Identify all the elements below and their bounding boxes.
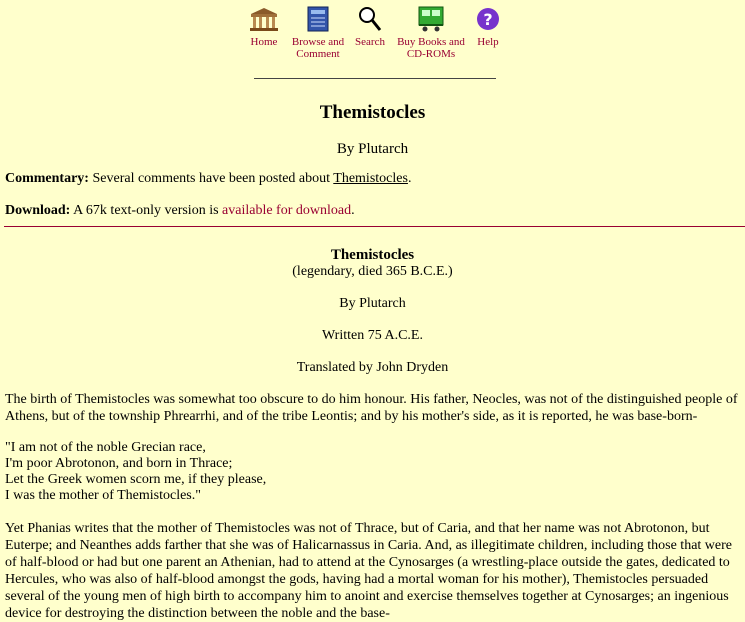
nav-home[interactable] bbox=[246, 6, 282, 48]
nav-buy-label-line1: Buy Books and bbox=[397, 36, 465, 48]
page-byline: By Plutarch bbox=[336, 141, 409, 157]
work-translator: Translated by John Dryden bbox=[296, 360, 449, 375]
nav-browse[interactable] bbox=[290, 6, 346, 60]
work-author: By Plutarch bbox=[339, 296, 406, 311]
help-icon[interactable] bbox=[474, 6, 502, 32]
nav-buy-label-line2: CD-ROMs bbox=[406, 48, 456, 60]
download-text: A 67k text-only version is bbox=[73, 203, 219, 218]
commentary-link[interactable]: Themistocles bbox=[333, 171, 408, 186]
body-paragraph-2: Yet Phanias writes that the mother of Themistocles was not of Thrace, but of Caria, and that her name was not Abrotonon, but Euterpe; and Neanthes adds farther that she was of Halicarnassus in Caria. And, as illegitimate children, including those that were of half-blood or had but one parent an Athenian, had to attend at the Cynosarges (a wrestling-place outside the gates, dedicated to Hercules, who was also of half-blood amongst the gods, having had a mortal woman for his mother), Themistocles persuaded several of the young men of high birth to accompany him to anoint and exercise themselves together at Cynosarges; an ingenious device for destroying the distinction between the noble and the base- bbox=[5, 521, 732, 621]
magnifier-icon[interactable] bbox=[356, 6, 384, 32]
page-title: Themistocles bbox=[319, 102, 426, 123]
work-written: Written 75 A.C.E. bbox=[322, 328, 423, 343]
commentary-period: . bbox=[407, 171, 412, 186]
commentary-label: Commentary: bbox=[5, 171, 89, 186]
nav-help-label: Help bbox=[477, 36, 499, 48]
poem-line: I'm poor Abrotonon, and born in Thrace; bbox=[5, 456, 233, 471]
download-period: . bbox=[351, 203, 355, 218]
nav-search[interactable] bbox=[352, 6, 388, 48]
section-divider bbox=[4, 226, 745, 227]
svg-text:?: ? bbox=[483, 10, 493, 29]
book-icon[interactable] bbox=[304, 6, 332, 32]
commentary-line bbox=[5, 171, 411, 187]
shopping-cart-icon[interactable] bbox=[417, 6, 445, 32]
nav-search-label: Search bbox=[355, 36, 385, 48]
work-dates: (legendary, died 365 B.C.E.) bbox=[292, 264, 453, 279]
nav-home-label: Home bbox=[250, 36, 278, 48]
temple-icon[interactable] bbox=[250, 6, 278, 32]
poem-line: "I am not of the noble Grecian race, bbox=[5, 440, 206, 455]
download-link[interactable]: available for download bbox=[222, 203, 352, 218]
poem bbox=[5, 440, 266, 504]
download-line bbox=[5, 203, 355, 219]
body-paragraph-1: The birth of Themistocles was somewhat too obscure to do him honour. His father, Neocles, was not of the distinguished people of Athens, but of the township Phrearrhi, and of the tribe Leontis; and by his mother's side, as it is reported, he was base-born- bbox=[5, 392, 738, 424]
poem-line: I was the mother of Themistocles." bbox=[5, 488, 201, 503]
poem-line: Let the Greek women scorn me, if they please, bbox=[5, 472, 267, 487]
download-label: Download: bbox=[5, 203, 71, 218]
nav-help[interactable] bbox=[472, 6, 504, 48]
nav-browse-label-line2: Comment bbox=[296, 48, 340, 60]
nav-buy[interactable] bbox=[396, 6, 466, 60]
commentary-text: Several comments have been posted about bbox=[92, 171, 331, 186]
nav-divider bbox=[254, 78, 496, 79]
nav-bar bbox=[0, 6, 745, 66]
nav-browse-label-line1: Browse and bbox=[291, 36, 345, 48]
work-title: Themistocles bbox=[330, 247, 415, 263]
